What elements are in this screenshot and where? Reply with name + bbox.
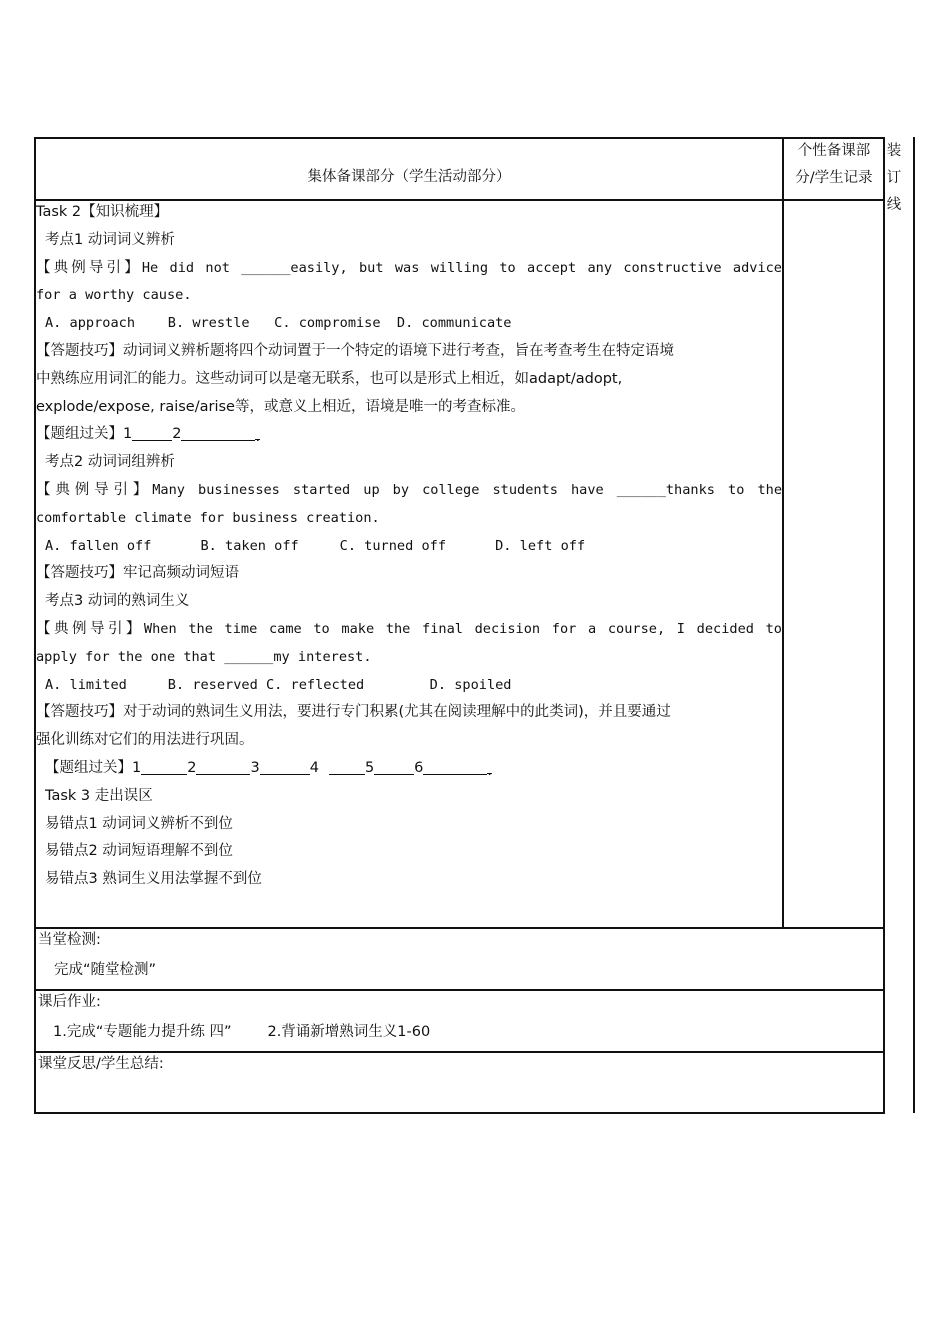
main-title-text: 集体备课部分（学生活动部分）	[307, 169, 511, 185]
kaodian2-example-line2: comfortable climate for business creation.	[36, 509, 380, 526]
kaodian1-options: A. approach B. wrestle C. compromise D. communicate	[45, 315, 512, 332]
answer-blank	[181, 425, 255, 441]
content-bottom-border	[34, 927, 885, 929]
group-activity-content	[36, 199, 782, 894]
kaodian1-tip-line1	[36, 338, 782, 366]
example-text: He did not ______easily, but was willing to accept any constructive advice	[141, 259, 782, 276]
tip-text: 对于动词的熟词生义用法，要进行专门积累(尤其在阅读理解中的此类词)，并且要通过	[123, 704, 671, 721]
homework-item-2: 2.背诵新增熟词生义1-60	[267, 1024, 431, 1040]
tip-text: 动词词义辨析题将四个动词置于一个特定的语境下进行考查，旨在考查考生在特定语境	[123, 342, 674, 359]
practice-end: .	[487, 758, 492, 774]
side-title-line2: 分/学生记录	[795, 170, 873, 186]
kaodian3-options: A. limited B. reserved C. reflected D. spoiled	[45, 676, 512, 693]
task3-item: 易错点1 动词词义辨析不到位	[45, 815, 233, 832]
answer-blank	[132, 425, 172, 441]
kaodian2-title: 考点2 动词词组辨析	[45, 454, 175, 471]
example-text: Many businesses started up by college students have ______thanks to the	[152, 481, 782, 498]
homework-items	[36, 1019, 430, 1046]
kaodian1-title: 考点1 动词词义辨析	[45, 231, 175, 248]
reflection-label: 课堂反思/学生总结:	[38, 1056, 164, 1072]
practice-end: .	[255, 424, 260, 440]
practice-label: 【题组过关】1	[36, 426, 133, 443]
practice-number: 5	[364, 759, 375, 776]
practice-number: 2	[172, 426, 182, 443]
tip-label: 【答题技巧】	[36, 704, 123, 721]
kaodian1-example-line1	[36, 255, 782, 283]
answer-blank	[260, 759, 310, 775]
tip-label: 【答题技巧】	[36, 565, 123, 582]
kaodian2-options: A. fallen off B. taken off C. turned off D. left off	[45, 537, 586, 554]
binding-char-3: 线	[886, 197, 902, 213]
practice-number: 3	[250, 759, 260, 776]
kaodian3-practice	[36, 755, 782, 783]
task3-item: 易错点3 熟词生义用法掌握不到位	[45, 871, 262, 888]
answer-blank	[196, 759, 250, 775]
reflection-section	[36, 1051, 164, 1078]
answer-blank	[423, 759, 487, 775]
answer-blank	[374, 759, 414, 775]
example-text: When the time came to make the final decision for a course, I decided to	[143, 620, 782, 637]
kaodian3-example-line1	[36, 616, 782, 644]
kaodian1-tip-line2: 中熟练应用词汇的能力。这些动词可以是毫无联系，也可以是形式上相近，如adapt/adopt,	[36, 370, 623, 387]
class-test-label: 当堂检测:	[38, 932, 101, 948]
kaodian3-tip-line2: 强化训练对它们的用法进行巩固。	[36, 732, 254, 749]
task3-item: 易错点2 动词短语理解不到位	[45, 843, 233, 860]
table-bottom-border	[34, 1112, 885, 1114]
header-main-title	[36, 140, 782, 200]
binding-line	[913, 137, 915, 1113]
task3-title: Task 3 走出误区	[45, 787, 153, 804]
homework-section	[36, 989, 430, 1046]
homework-label: 课后作业:	[38, 994, 101, 1010]
kaodian2-tip	[36, 560, 782, 588]
example-label: 【典例导引】	[36, 620, 144, 637]
table-right-border	[883, 137, 885, 1114]
binding-char-2: 订	[886, 170, 902, 186]
class-test-content: 完成“随堂检测”	[54, 962, 157, 978]
side-title-line1: 个性备课部	[797, 143, 871, 159]
kaodian3-title: 考点3 动词的熟词生义	[45, 593, 190, 610]
answer-blank	[329, 759, 365, 775]
binding-label	[885, 138, 903, 219]
task2-title: Task 2【知识梳理】	[36, 204, 169, 220]
kaodian2-example-line1	[36, 477, 782, 505]
tip-label: 【答题技巧】	[36, 342, 123, 359]
column-divider	[782, 137, 784, 929]
kaodian1-tip-line3: explode/expose, raise/arise等，或意义上相近，语境是唯一的考查标准。	[36, 398, 525, 415]
practice-number: 4	[309, 759, 319, 776]
answer-blank	[141, 759, 187, 775]
kaodian3-example-line2: apply for the one that ______my interest.	[36, 648, 372, 665]
header-side-title	[784, 138, 884, 200]
example-label: 【典例导引】	[36, 481, 153, 498]
kaodian1-example-line2: for a worthy cause.	[36, 287, 192, 304]
homework-item-1: 1.完成“专题能力提升练 四”	[53, 1024, 232, 1040]
practice-number: 6	[414, 759, 424, 776]
table-top-border	[34, 137, 885, 139]
kaodian3-tip-line1	[36, 699, 782, 727]
tip-text: 牢记高频动词短语	[123, 565, 239, 582]
class-test-section	[36, 927, 156, 984]
binding-char-1: 装	[886, 143, 902, 159]
practice-label: 【题组过关】1	[45, 759, 142, 776]
example-label: 【典例导引】	[36, 259, 142, 276]
practice-number: 2	[187, 759, 197, 776]
kaodian1-practice	[36, 421, 782, 449]
